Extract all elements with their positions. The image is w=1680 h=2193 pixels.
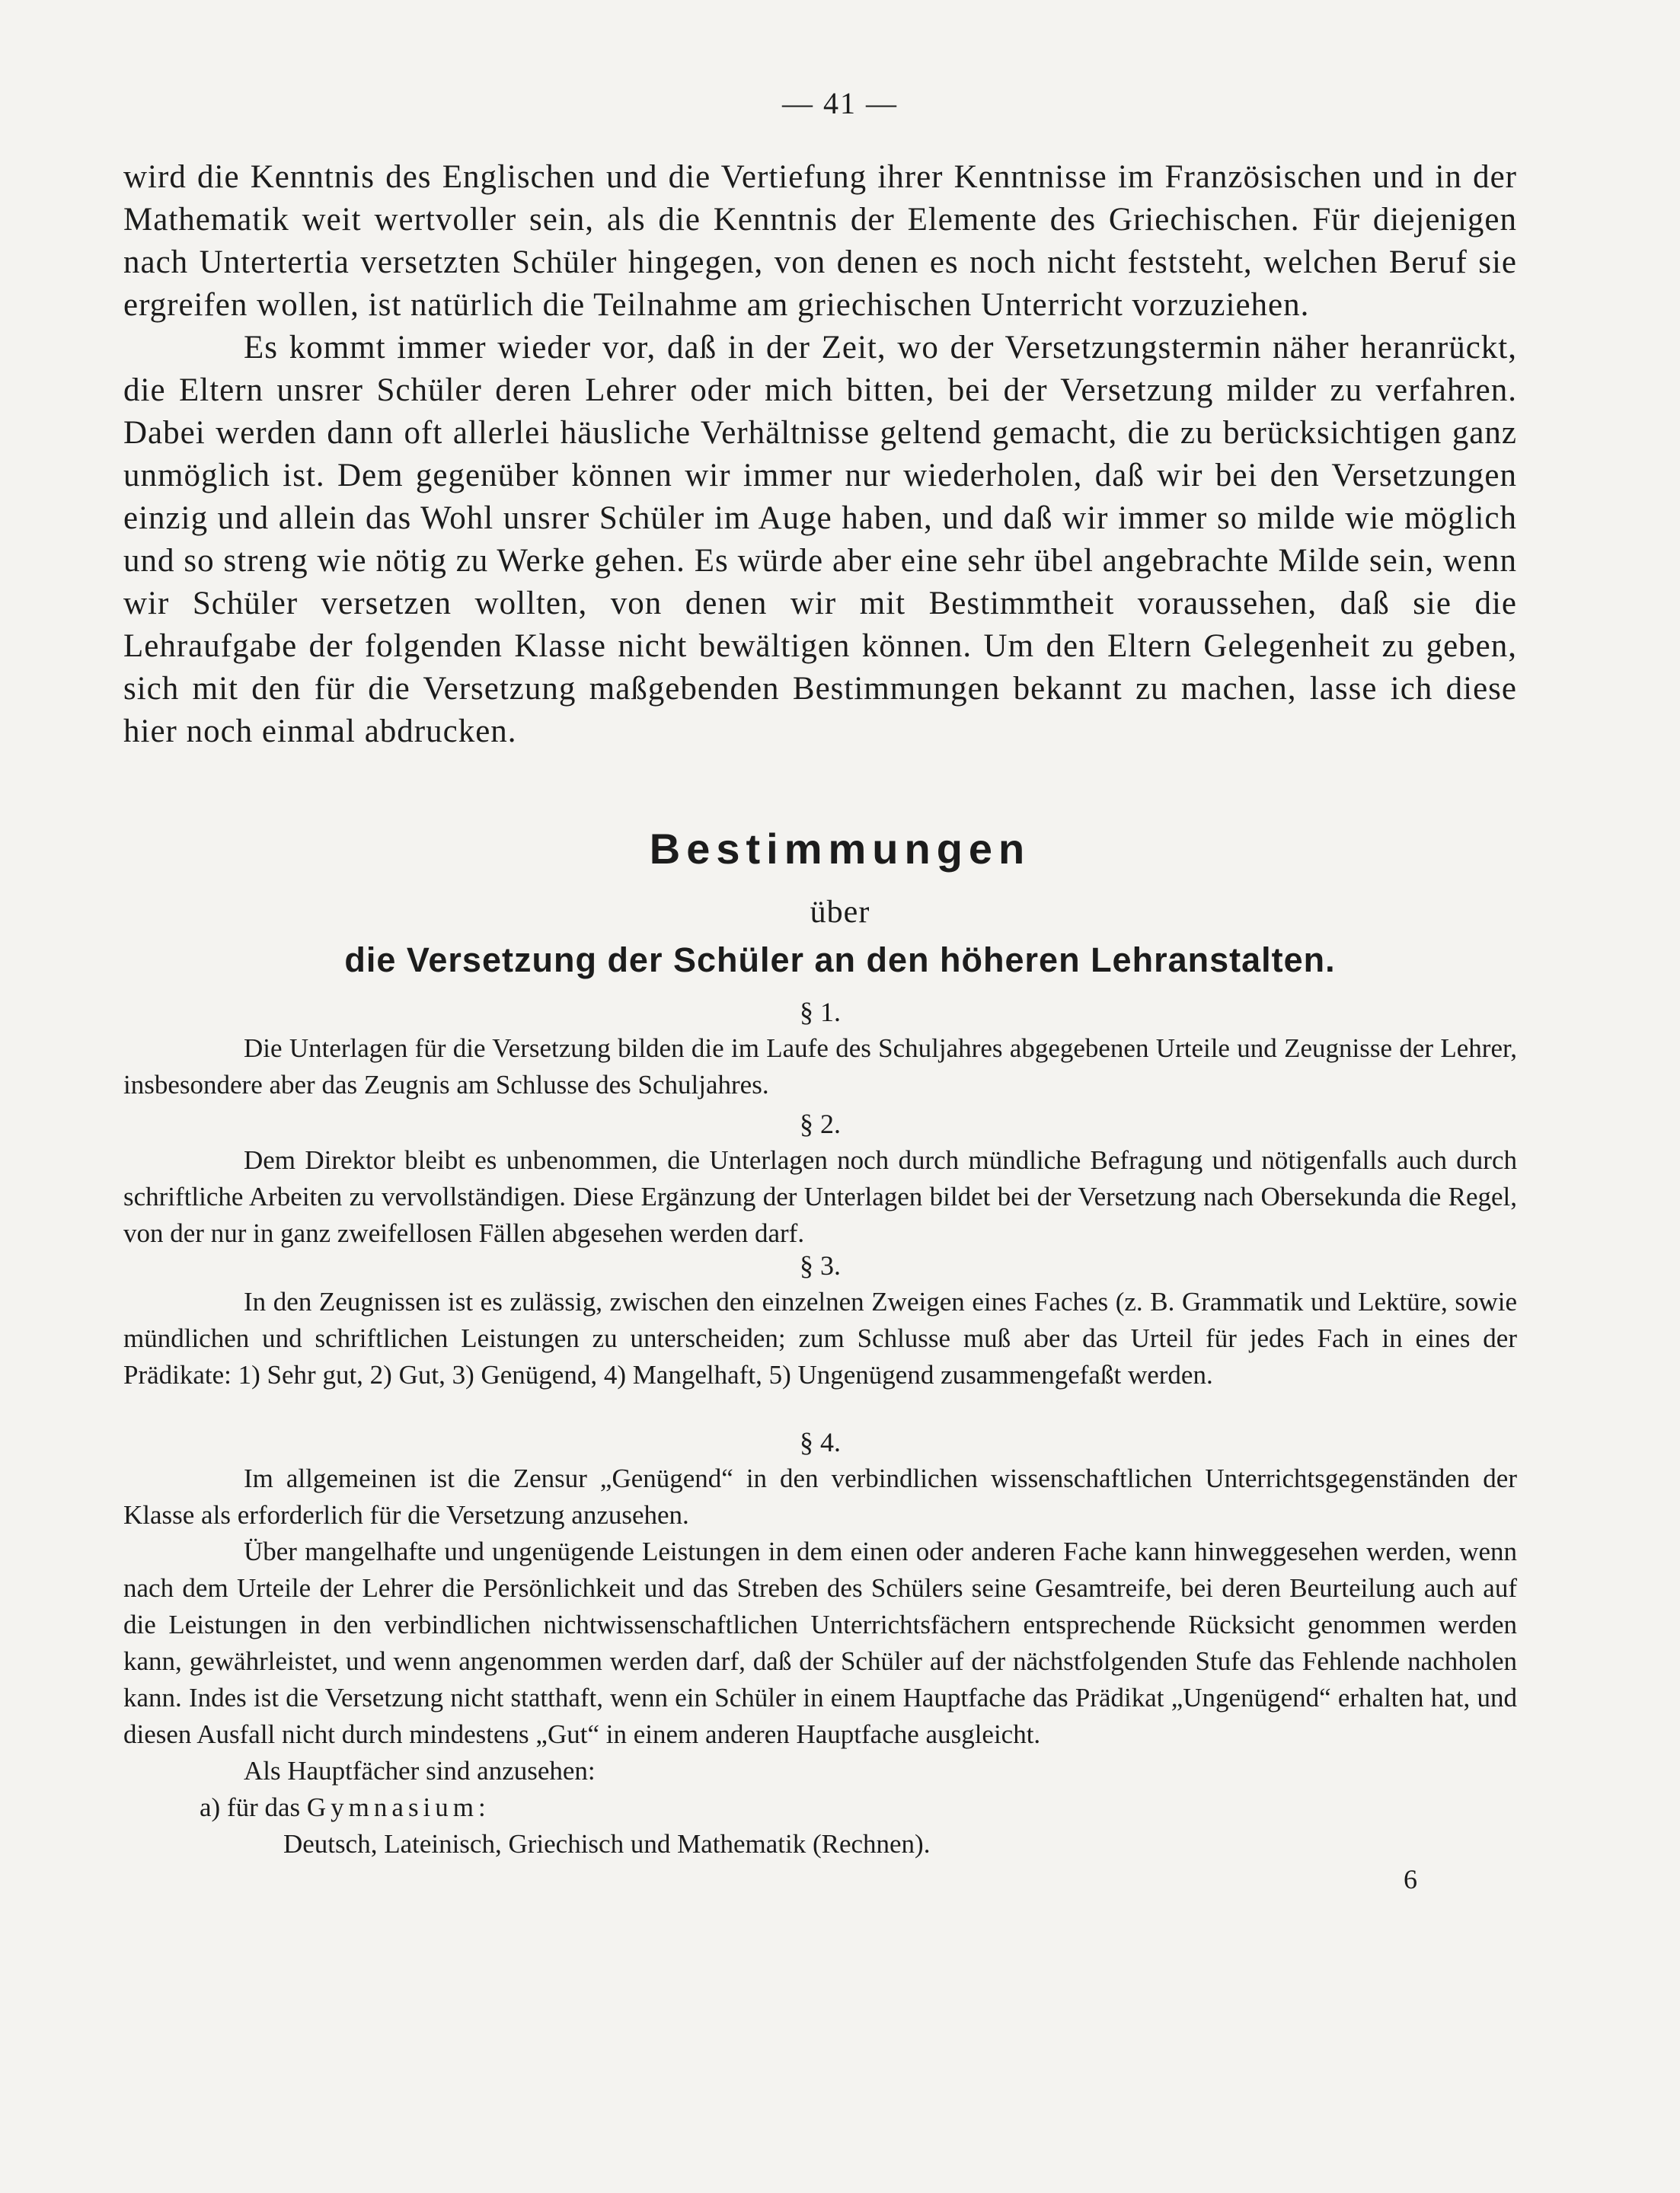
paragraph-text: Über mangelhafte und ungenügende Leistungen in dem einen oder anderen Fache kann hinweggesehen werden, wenn nach dem Urteile der Lehrer die Persönlichkeit und das Streben des Schülers seine Gesamtreife, bei deren Beurteilung auch auf die Leistungen in den verbindlichen nichtwissenschaftlichen Unterrichtsfächern entsprechende Rücksicht genommen werden kann, gewährleistet, und wenn angenommen werden darf, daß der Schüler auf der nächstfolgenden Stufe das Fehlende nachholen kann. Indes ist die Versetzung nicht statthaft, wenn ein Schüler in einem Hauptfache das Prädikat „Ungenügend“ erhalten hat, und diesen Ausfall nicht durch mindestens „Gut“ in einem anderen Hauptfache ausgleicht. [123,1537,1517,1749]
paragraph-text: Als Hauptfächer sind anzusehen: [244,1756,596,1786]
paragraph-number: § 2. [800,1109,841,1139]
paragraph-number: § 4. [800,1427,841,1457]
paragraph-text: Die Unterlagen für die Versetzung bilden die im Laufe des Schuljahres abgegebenen Urteile und Zeugnisse der Lehrer, insbesondere aber das Zeugnis am Schlusse des Schuljahres. [123,1033,1517,1100]
intro-paragraph-1: wird die Kenntnis des Englischen und die Vertiefung ihrer Kenntnisse im Französischen und in der Mathematik weit wertvoller sein, als die Kenntnis der Elemente des Griechischen. Für diejenigen nach Untertertia versetzten Schüler hingegen, von denen es noch nicht feststeht, welchen Beruf sie ergreifen wollen, ist natürlich die Teilnahme am griechischen Unterricht vorzuziehen. [123,159,1517,323]
intro-text [123,156,1517,753]
list-item-prefix: a) für das [200,1792,301,1822]
title-connector: über [810,895,870,930]
section-title: Bestimmungen [649,825,1031,873]
paragraph-text: In den Zeugnissen ist es zulässig, zwischen den einzelnen Zweigen eines Faches (z. B. Grammatik und Lektüre, sowie mündlichen und schriftlichen Leistungen zu unterscheiden; zum Schlusse muß aber das Urteil für jedes Fach in eines der Prädikate: 1) Sehr gut, 2) Gut, 3) Genügend, 4) Mangelhaft, 5) Ungenügend zusammengefaßt werden. [123,1287,1517,1390]
list-item [123,1789,1517,1826]
page-number: — 41 — [782,86,898,120]
intro-paragraph-2: Es kommt immer wieder vor, daß in der Zeit, wo der Versetzungstermin näher heranrückt, die Eltern unsrer Schüler deren Lehrer oder mich bitten, bei der Versetzung milder zu verfahren. Dabei werden dann oft allerlei häusliche Verhältnisse geltend gemacht, die zu berücksichtigen ganz unmöglich ist. Dem gegenüber können wir immer nur wiederholen, daß wir bei den Versetzungen einzig und allein das Wohl unsrer Schüler im Auge haben, und daß wir immer so milde wie möglich und so streng wie nötig zu Werke gehen. Es würde aber eine sehr übel angebrachte Milde sein, wenn wir Schüler versetzen wollten, von denen wir mit Bestimmtheit voraussehen, daß sie die Lehraufgabe der folgenden Klasse nicht bewältigen können. Um den Eltern Gelegenheit zu geben, sich mit den für die Versetzung maßgebenden Bestimmungen bekannt zu machen, lasse ich diese hier noch einmal abdrucken. [123,330,1517,749]
paragraph-number: § 3. [800,1250,841,1281]
paragraph-text: Dem Direktor bleibt es unbenommen, die Unterlagen noch durch mündliche Befragung und nötigenfalls auch durch schriftliche Arbeiten zu vervollständigen. Diese Ergänzung der Unterlagen bildet bei der Versetzung nach Obersekunda die Regel, von der nur in ganz zweifellosen Fällen abgesehen werden darf. [123,1145,1517,1248]
paragraph-number: § 1. [800,997,841,1027]
paragraph-4 [123,1424,1517,1863]
section-subtitle: die Versetzung der Schüler an den höheren Lehranstalten. [344,940,1336,979]
list-item-school: Gymnasium: [306,1792,490,1822]
paragraph-3 [123,1247,1517,1393]
paragraph-1 [123,994,1517,1103]
signature-mark: 6 [1404,1864,1417,1895]
paragraph-2 [123,1106,1517,1252]
paragraph-text: Im allgemeinen ist die Zensur „Genügend“ in den verbindlichen wissenschaftlichen Unterrichtsgegenständen der Klasse als erforderlich für die Versetzung anzusehen. [123,1464,1517,1530]
list-item-subjects: Deutsch, Lateinisch, Griechisch und Mathematik (Rechnen). [283,1829,931,1859]
